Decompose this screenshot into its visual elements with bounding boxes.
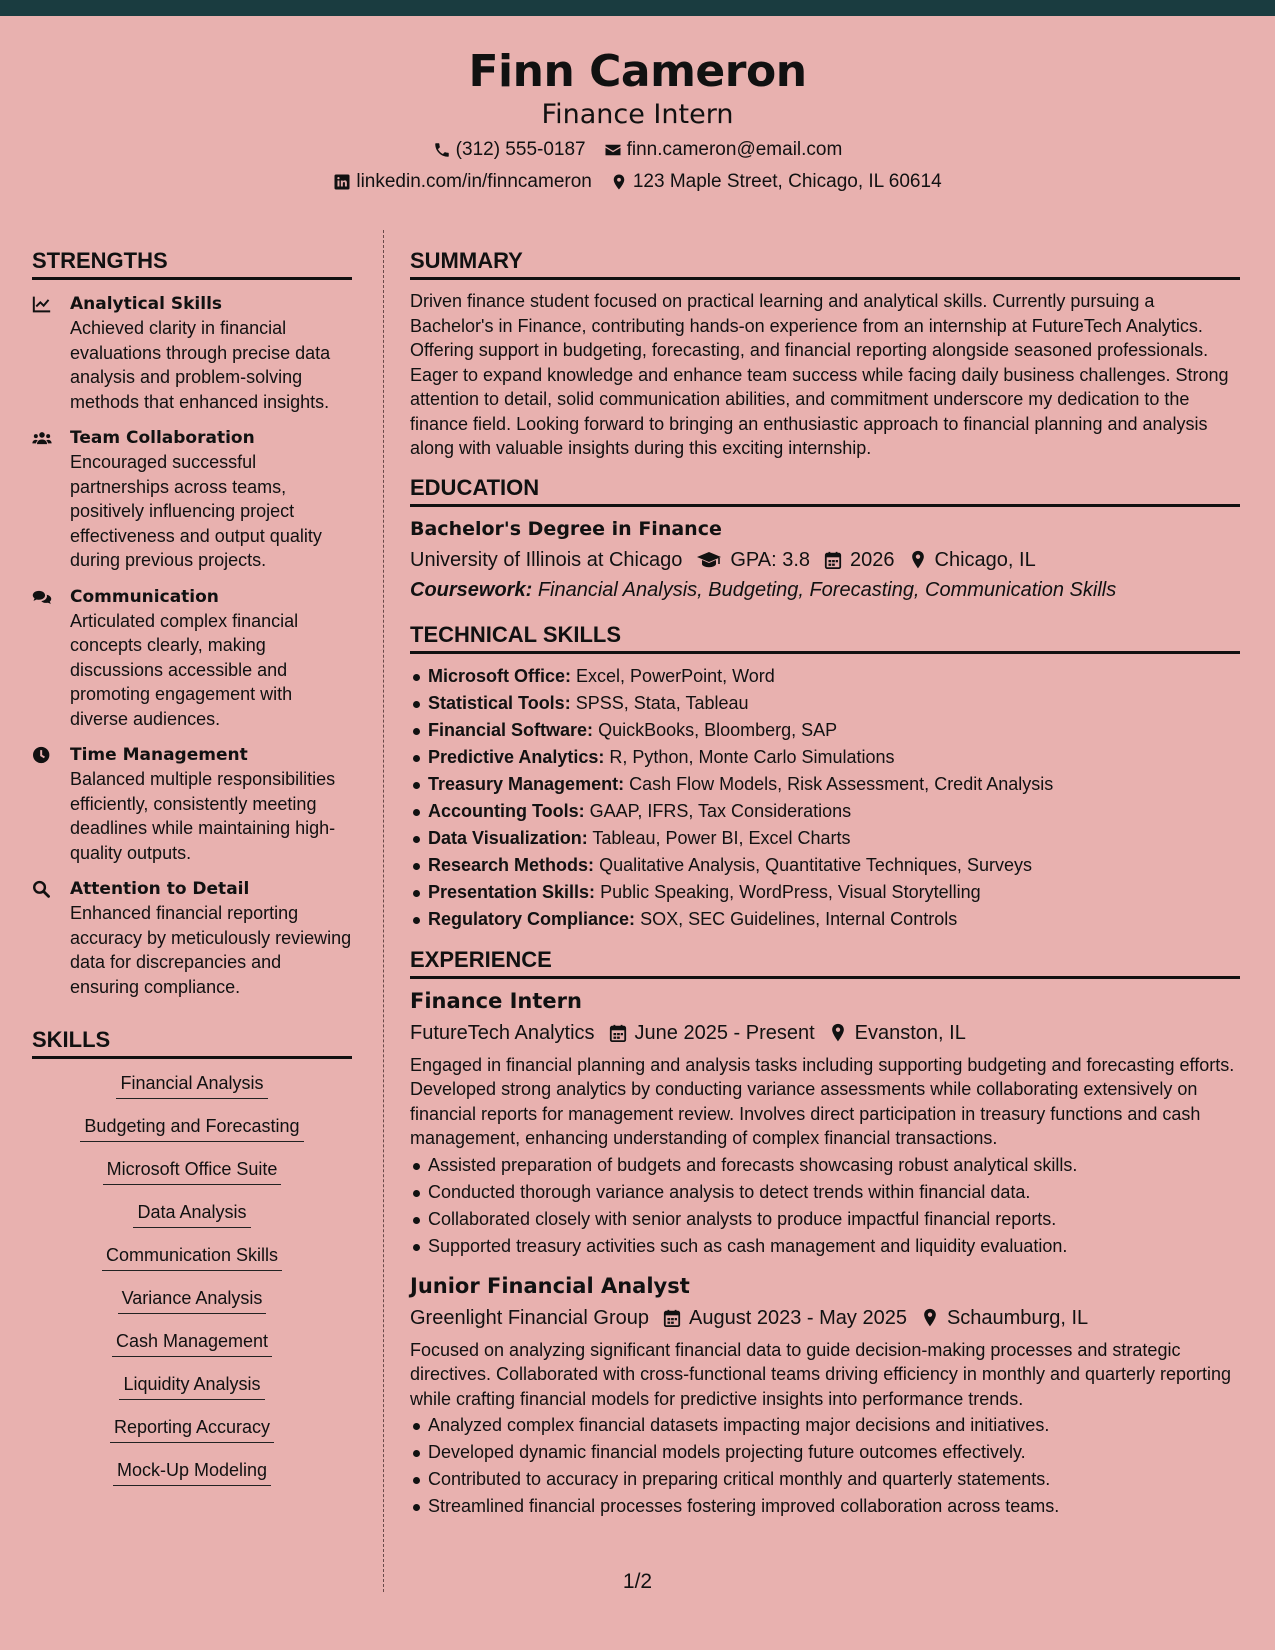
map-marker-icon bbox=[921, 1308, 939, 1328]
list-item: Collaborated closely with senior analysts to produce impactful financial reports. bbox=[410, 1206, 1240, 1233]
skill-tag: Communication Skills bbox=[102, 1243, 282, 1271]
strength-title: Time Management bbox=[70, 745, 248, 765]
resume-header bbox=[0, 16, 1275, 205]
skill-tag: Reporting Accuracy bbox=[110, 1415, 274, 1443]
technical-skills-list bbox=[410, 663, 1240, 933]
column-divider bbox=[383, 230, 384, 1592]
strength-item bbox=[32, 743, 352, 865]
tech-skill-label: Predictive Analytics: bbox=[428, 746, 605, 767]
strength-item bbox=[32, 585, 352, 732]
job-bullets bbox=[410, 1412, 1240, 1520]
school-location: Chicago, IL bbox=[934, 548, 1036, 571]
job-description: Engaged in financial planning and analysis tasks including supporting budgeting and forecasting efforts. Developed strong analytics by conducting variance assessments while collaborating extensively on financial reports for management review. Involves direct participation in treasury functions and cash management, enhancing understanding of complex financial transactions. bbox=[410, 1054, 1235, 1148]
strength-title: Team Collaboration bbox=[70, 428, 255, 448]
strength-desc: Balanced multiple responsibilities efficiently, consistently meeting deadlines while maintaining high-quality outputs. bbox=[70, 769, 336, 863]
gpa-text: GPA: 3.8 bbox=[730, 548, 811, 571]
company-name: Greenlight Financial Group bbox=[410, 1306, 650, 1329]
tech-skill-value: Excel, PowerPoint, Word bbox=[576, 665, 775, 686]
job-dates: June 2025 - Present bbox=[634, 1021, 815, 1044]
coursework-line bbox=[410, 576, 1240, 604]
map-marker-icon bbox=[610, 173, 628, 191]
strength-item bbox=[32, 877, 352, 999]
graduation-year: 2026 bbox=[850, 548, 895, 571]
left-column bbox=[32, 230, 352, 1501]
list-item bbox=[410, 852, 1240, 879]
address-text: 123 Maple Street, Chicago, IL 60614 bbox=[632, 171, 942, 192]
list-item bbox=[410, 744, 1240, 771]
list-item: Contributed to accuracy in preparing critical monthly and quarterly statements. bbox=[410, 1466, 1240, 1493]
tech-skill-value: SOX, SEC Guidelines, Internal Controls bbox=[640, 908, 958, 929]
graduation-cap-icon bbox=[696, 550, 722, 570]
skill-tag: Cash Management bbox=[112, 1329, 272, 1357]
list-item bbox=[410, 717, 1240, 744]
summary-text: Driven finance student focused on practical learning and analytical skills. Currently pursuing a Bachelor's in Finance, contributing hands-on experience from an internship at FutureTech Analytics. Offering support in budgeting, forecasting, and financial reporting alongside seasoned professionals. Eager to expand knowledge and enhance team success while facing daily business challenges. Strong attention to detail, solid communication abilities, and commitment underscore my dedication to the finance field. Looking forward to bringing an enthusiastic approach to financial planning and analysis along with valuable insights during this exciting internship. bbox=[410, 291, 1229, 458]
list-item bbox=[410, 663, 1240, 690]
list-item: Analyzed complex financial datasets impacting major decisions and initiatives. bbox=[410, 1412, 1240, 1439]
candidate-name: Finn Cameron bbox=[468, 46, 807, 97]
tech-skill-value: R, Python, Monte Carlo Simulations bbox=[609, 746, 895, 767]
right-column bbox=[410, 230, 1240, 1520]
calendar-icon bbox=[824, 550, 842, 570]
coursework-list: Financial Analysis, Budgeting, Forecasting, Communication Skills bbox=[537, 578, 1117, 601]
list-item: Assisted preparation of budgets and forecasts showcasing robust analytical skills. bbox=[410, 1152, 1240, 1179]
tech-skill-value: Public Speaking, WordPress, Visual Storytelling bbox=[600, 881, 981, 902]
candidate-title: Finance Intern bbox=[541, 99, 734, 130]
school-name: University of Illinois at Chicago bbox=[410, 548, 683, 571]
strength-title: Communication bbox=[70, 586, 219, 607]
job-title: Finance Intern bbox=[410, 988, 582, 1013]
strength-item bbox=[32, 426, 352, 573]
skills-heading: SKILLS bbox=[32, 1025, 352, 1059]
job-meta bbox=[410, 1304, 1240, 1332]
calendar-icon bbox=[609, 1023, 627, 1043]
linkedin-text: linkedin.com/in/finncameron bbox=[356, 171, 592, 192]
skill-tag: Variance Analysis bbox=[118, 1286, 267, 1314]
list-item: Streamlined financial processes fostering improved collaboration across teams. bbox=[410, 1493, 1240, 1520]
job-description: Focused on analyzing significant financial data to guide decision-making processes and strategic directives. Collaborated with cross-functional teams driving efficiency in monthly and quarterly reporting while crafting financial models for predictive insights into performance trends. bbox=[410, 1339, 1232, 1409]
strength-desc: Encouraged successful partnerships across teams, positively influencing project effectiveness and output quality during previous projects. bbox=[70, 452, 322, 570]
tech-skill-value: Cash Flow Models, Risk Assessment, Credit Analysis bbox=[629, 773, 1054, 794]
list-item: Supported treasury activities such as cash management and liquidity evaluation. bbox=[410, 1233, 1240, 1260]
tech-skill-label: Data Visualization: bbox=[428, 827, 588, 848]
map-marker-icon bbox=[909, 550, 927, 570]
education-heading: EDUCATION bbox=[410, 473, 1240, 507]
skill-tag: Microsoft Office Suite bbox=[103, 1157, 282, 1185]
tech-skill-value: GAAP, IFRS, Tax Considerations bbox=[589, 800, 852, 821]
job-meta bbox=[410, 1019, 1240, 1047]
strength-desc: Achieved clarity in financial evaluations through precise data analysis and problem-solving methods that enhanced insights. bbox=[70, 318, 331, 412]
tech-skill-value: SPSS, Stata, Tableau bbox=[575, 692, 749, 713]
search-icon bbox=[32, 880, 52, 898]
tech-skill-value: QuickBooks, Bloomberg, SAP bbox=[598, 719, 838, 740]
list-item bbox=[410, 825, 1240, 852]
tech-skill-label: Microsoft Office: bbox=[428, 665, 572, 686]
envelope-icon bbox=[604, 141, 622, 159]
tech-skill-value: Qualitative Analysis, Quantitative Techniques, Surveys bbox=[599, 854, 1032, 875]
company-name: FutureTech Analytics bbox=[410, 1021, 595, 1044]
phone-icon bbox=[433, 141, 451, 159]
strength-title: Attention to Detail bbox=[70, 879, 250, 899]
list-item bbox=[410, 798, 1240, 825]
strength-item bbox=[32, 292, 352, 414]
linkedin-icon bbox=[333, 173, 351, 191]
degree-title: Bachelor's Degree in Finance bbox=[410, 517, 722, 540]
calendar-icon bbox=[663, 1308, 681, 1328]
contact-row-2 bbox=[0, 170, 1275, 194]
experience-heading: EXPERIENCE bbox=[410, 945, 1240, 979]
tech-skill-value: Tableau, Power BI, Excel Charts bbox=[592, 827, 851, 848]
tech-skill-label: Financial Software: bbox=[428, 719, 594, 740]
contact-row-1 bbox=[0, 138, 1275, 162]
list-item: Developed dynamic financial models projecting future outcomes effectively. bbox=[410, 1439, 1240, 1466]
clock-icon bbox=[32, 746, 52, 764]
comments-icon bbox=[32, 588, 52, 606]
list-item bbox=[410, 690, 1240, 717]
skill-tag: Budgeting and Forecasting bbox=[80, 1114, 303, 1142]
map-marker-icon bbox=[829, 1023, 847, 1043]
tech-skill-label: Presentation Skills: bbox=[428, 881, 596, 902]
tech-skill-label: Accounting Tools: bbox=[428, 800, 585, 821]
job-location: Evanston, IL bbox=[854, 1021, 966, 1044]
strength-desc: Enhanced financial reporting accuracy by meticulously reviewing data for discrepancies and ensuring compliance. bbox=[70, 903, 352, 997]
list-item bbox=[410, 906, 1240, 933]
strengths-heading: STRENGTHS bbox=[32, 246, 352, 280]
job-location: Schaumburg, IL bbox=[946, 1306, 1089, 1329]
linkedin-contact bbox=[333, 170, 592, 194]
email-contact bbox=[604, 138, 843, 162]
job-bullets bbox=[410, 1152, 1240, 1260]
job-title: Junior Financial Analyst bbox=[410, 1273, 690, 1298]
tech-skill-label: Statistical Tools: bbox=[428, 692, 571, 713]
top-bar bbox=[0, 0, 1275, 16]
strength-desc: Articulated complex financial concepts clearly, making discussions accessible and promoting engagement with diverse audiences. bbox=[70, 610, 299, 729]
skill-tag: Data Analysis bbox=[133, 1200, 250, 1228]
tech-skill-label: Regulatory Compliance: bbox=[428, 908, 636, 929]
skills-list bbox=[32, 1071, 352, 1501]
phone-contact bbox=[433, 138, 586, 162]
tech-skill-label: Research Methods: bbox=[428, 854, 595, 875]
users-icon bbox=[32, 429, 52, 447]
strength-title: Analytical Skills bbox=[70, 294, 223, 314]
technical-skills-heading: TECHNICAL SKILLS bbox=[410, 620, 1240, 654]
email-text: finn.cameron@email.com bbox=[626, 139, 843, 160]
education-meta bbox=[410, 546, 1240, 574]
phone-text: (312) 555-0187 bbox=[455, 139, 586, 160]
list-item bbox=[410, 879, 1240, 906]
list-item: Conducted thorough variance analysis to detect trends within financial data. bbox=[410, 1179, 1240, 1206]
job-dates: August 2023 - May 2025 bbox=[689, 1306, 907, 1329]
summary-heading: SUMMARY bbox=[410, 246, 1240, 280]
tech-skill-label: Treasury Management: bbox=[428, 773, 625, 794]
address-contact bbox=[610, 170, 942, 194]
coursework-label: Coursework: bbox=[410, 578, 533, 601]
list-item bbox=[410, 771, 1240, 798]
chart-line-icon bbox=[32, 295, 52, 313]
skill-tag: Financial Analysis bbox=[116, 1071, 267, 1099]
skill-tag: Mock-Up Modeling bbox=[113, 1458, 271, 1486]
skill-tag: Liquidity Analysis bbox=[119, 1372, 264, 1400]
page-indicator: 1/2 bbox=[622, 1570, 653, 1593]
